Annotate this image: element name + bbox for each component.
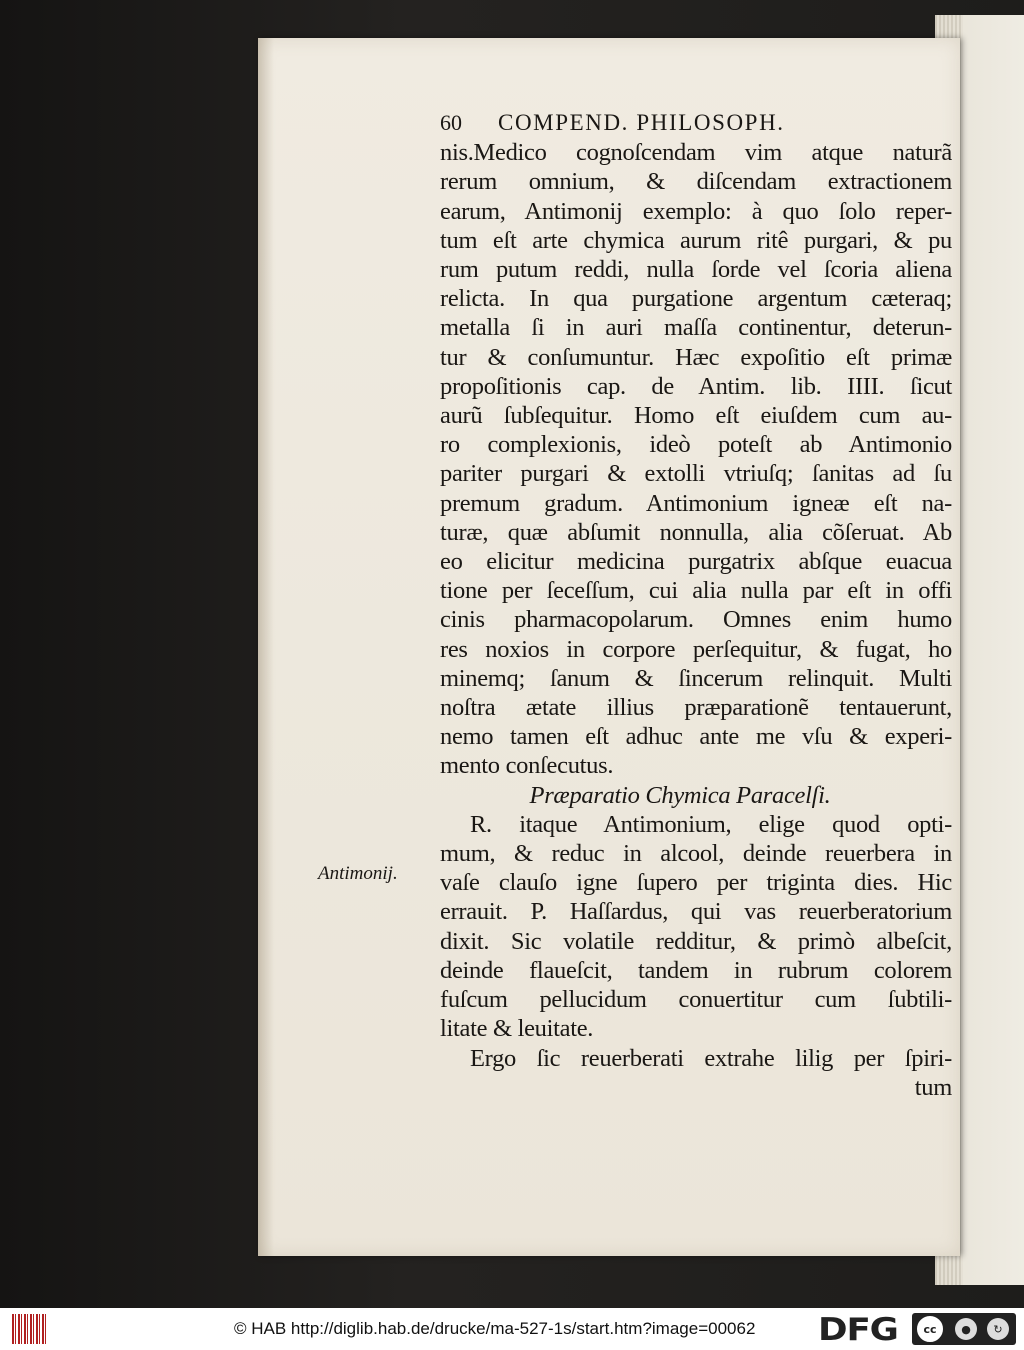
text-line: tum eſt arte chymica aurum ritê purgari, & pu xyxy=(440,226,952,254)
text-line: cinis pharmacopolarum. Omnes enim humo xyxy=(440,606,952,634)
text-line: fuſcum pellucidum conuertitur cum ſubtili- xyxy=(440,986,952,1014)
text-line: vaſe clauſo igne ſupero per triginta dies. Hic xyxy=(440,869,952,897)
cc-icon: cc xyxy=(915,1314,945,1344)
text-line: pariter purgari & extolli vtriuſq; ſanitas ad ſu xyxy=(440,460,952,488)
text-line: R. itaque Antimonium, elige quod opti- xyxy=(470,810,952,838)
text-line: litate & leuitate. xyxy=(440,1015,594,1043)
page-number: 60 xyxy=(440,110,462,135)
text-line: rerum omnium, & diſcendam extractionem xyxy=(440,168,952,196)
text-line: tur & conſumuntur. Hæc expoſitio eſt primæ xyxy=(440,343,952,371)
source-citation[interactable]: © HAB http://diglib.hab.de/drucke/ma-527-1s/start.htm?image=00062 xyxy=(234,1319,756,1338)
barcode-icon xyxy=(12,1314,46,1344)
text-line: ro complexionis, ideò poteſt ab Antimonio xyxy=(440,431,952,459)
text-line: earum, Antimonij exemplo: à quo ſolo reper- xyxy=(440,197,952,225)
text-line: Ergo ſic reuerberati extrahe lilig per ſpiri- xyxy=(470,1044,952,1072)
catchword: tum xyxy=(914,1073,952,1101)
marginal-note: Antimonij. xyxy=(318,863,398,884)
text-line: deinde flaueſcit, tandem in rubrum colorem xyxy=(440,956,952,984)
page-header xyxy=(440,108,952,137)
text-line: rum putum reddi, nulla ſorde vel ſcoria aliena xyxy=(440,256,952,284)
by-icon: ● xyxy=(955,1318,977,1340)
text-line: minemq; ſanum & ſincerum relinquit. Multi xyxy=(440,664,952,692)
viewer-footer xyxy=(0,1308,1024,1350)
text-line: nemo tamen eſt adhuc ante me vſu & experi- xyxy=(440,723,952,751)
text-line: aurũ ſubſequitur. Homo eſt eiuſdem cum au- xyxy=(440,402,952,430)
text-line: dixit. Sic volatile redditur, & primò albeſcit, xyxy=(440,927,952,955)
text-line: propoſitionis cap. de Antim. lib. IIII. ſicut xyxy=(440,372,952,400)
text-line: errauit. P. Haſſardus, qui vas reuerberatorium xyxy=(440,898,952,926)
text-line: mento conſecutus. xyxy=(440,752,614,780)
text-line: noſtra ætate illius præparationẽ tentauerunt, xyxy=(440,694,952,722)
text-line: premum gradum. Antimonium igneæ eſt na- xyxy=(440,489,952,517)
section-heading: Præparatio Chymica Paracelſi. xyxy=(529,781,831,809)
text-line: mum, & reduc in alcool, deinde reuerbera in xyxy=(440,840,952,868)
license-badge[interactable] xyxy=(912,1313,1016,1345)
text-line: turæ, quæ abſumit nonnulla, alia cõſeruat. Ab xyxy=(440,518,952,546)
sa-icon: ↻ xyxy=(987,1318,1009,1340)
text-line: metalla ſi in auri maſſa continentur, deterun- xyxy=(440,314,952,342)
book-page xyxy=(258,38,960,1256)
text-line: res noxios in corpore perſequitur, & fugat, ho xyxy=(440,635,952,663)
page-text-block xyxy=(440,108,952,1102)
text-line: nis.Medico cognoſcendam vim atque naturã xyxy=(440,139,952,167)
running-head: COMPEND. PHILOSOPH. xyxy=(498,110,785,135)
text-line: relicta. In qua purgatione argentum cæteraq; xyxy=(440,285,952,313)
text-line: eo elicitur medicina purgatrix abſque euacua xyxy=(440,548,952,576)
dfg-logo: DFG xyxy=(818,1312,898,1348)
text-line: tione per ſeceſſum, cui alia nulla par eſt in offi xyxy=(440,577,952,605)
